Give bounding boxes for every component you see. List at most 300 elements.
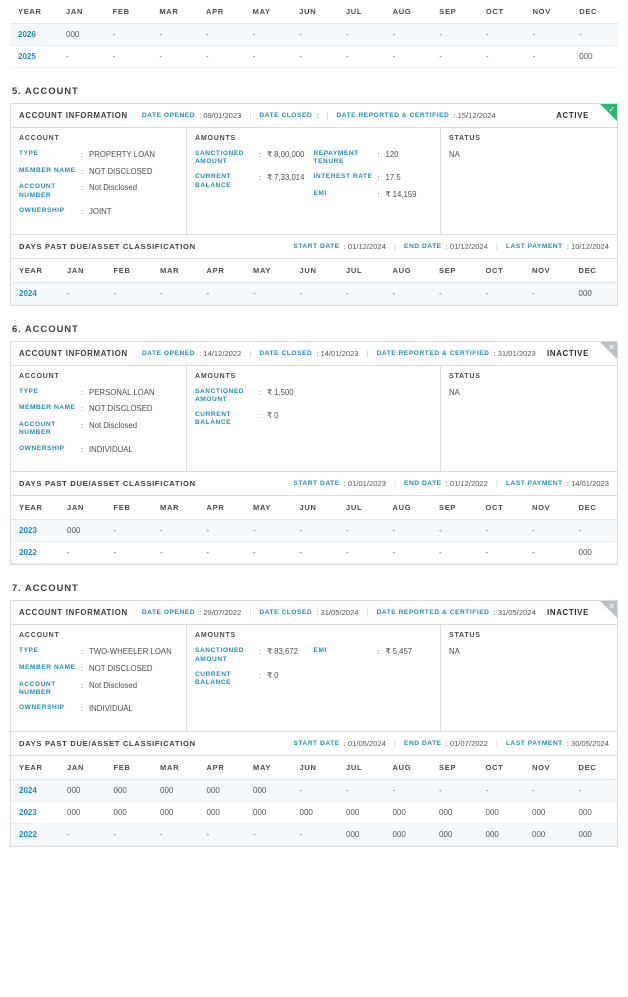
row-year: 2026 [10,24,58,46]
cell: - [151,24,198,46]
sanctioned-amount-value: ₹ 1,500 [267,387,294,397]
member-name-value: NOT DISCLOSED [89,664,153,674]
amounts-right [314,150,433,207]
amounts-grid [195,647,432,694]
interest-rate-row [314,173,427,183]
cell: 000 [524,824,571,846]
cell: - [338,24,385,46]
cell: 000 [292,802,339,824]
cell: - [571,520,618,542]
divider: | [249,348,252,358]
date-closed-value: : 14/01/2023 [316,348,359,358]
cell: - [106,282,153,304]
cell: - [245,24,292,46]
cell: 000 [571,46,618,68]
emi-row [314,647,427,657]
sanctioned-amount-label: SANCTIONED AMOUNT [195,150,245,166]
table-row [11,824,617,846]
col-may: MAY [245,756,292,780]
col-nov: NOV [524,496,571,520]
cell: - [431,46,478,68]
member-name-label: MEMBER NAME [19,664,76,672]
close-icon: ✕ [608,342,615,352]
cell: - [524,282,571,304]
start-date-value: : 01/05/2024 [343,739,386,749]
cell: - [292,520,339,542]
account-number-value: Not Disclosed [89,421,138,431]
date-opened-value: : 09/01/2023 [199,111,242,120]
account-type-row [19,388,178,398]
colon: : [81,166,84,176]
account-number-row [19,183,178,199]
col-jan: JAN [59,756,106,780]
cell: - [292,542,339,564]
colon: : [81,404,84,414]
last-payment-label: LAST PAYMENT [505,242,563,250]
dpd-meta [293,739,609,748]
cell: - [571,780,618,802]
status-column-title: STATUS [449,372,481,380]
account-column [11,128,187,234]
col-jul: JUL [338,259,385,283]
cell: - [291,46,338,68]
col-mar: MAR [152,756,199,780]
col-sep: SEP [431,756,478,780]
cell: - [245,520,292,542]
cell: - [152,282,199,304]
account-number-row [19,421,178,437]
member-name-row [19,404,178,414]
account-card-5 [10,103,618,306]
cell: 000 [58,24,105,46]
ownership-label: OWNERSHIP [19,444,65,452]
cell: - [245,824,292,846]
col-jul: JUL [338,756,385,780]
ownership-row [19,704,178,714]
amounts-grid [195,388,432,435]
member-name-row [19,167,178,177]
divider: | [393,739,396,749]
cell: - [338,46,385,68]
amounts-left [195,388,314,435]
member-name-value: NOT DISCLOSED [89,404,153,414]
dpd-header [11,732,617,756]
col-oct: OCT [478,0,525,24]
cell: - [199,824,246,846]
col-jun: JUN [292,756,339,780]
cell: - [524,542,571,564]
col-jan: JAN [59,496,106,520]
cell: - [524,520,571,542]
cell: - [152,542,199,564]
cell: - [199,520,246,542]
account-column [11,625,187,731]
col-year: YEAR [11,756,59,780]
divider: | [393,241,396,251]
date-reported-label: DATE REPORTED & CERTIFIED [336,112,450,119]
col-aug: AUG [385,259,432,283]
cell: 000 [338,824,385,846]
ownership-row [19,207,178,217]
cell: - [431,542,478,564]
col-jun: JUN [292,259,339,283]
cell: - [524,780,571,802]
date-closed-label: DATE CLOSED [259,349,313,357]
sanctioned-amount-label: SANCTIONED AMOUNT [195,387,245,403]
cell: - [198,46,245,68]
amounts-left [195,647,314,694]
amounts-column [187,128,441,234]
cell: 000 [59,802,106,824]
col-may: MAY [245,0,292,24]
cell: - [338,780,385,802]
end-date-value: : 01/07/2022 [445,739,488,749]
amounts-left [195,150,314,207]
cell: - [105,46,152,68]
col-jul: JUL [338,0,385,24]
col-feb: FEB [106,756,153,780]
status-column [441,625,617,731]
account-card-6 [10,341,618,566]
divider: | [495,479,498,489]
card-title: ACCOUNT INFORMATION [19,608,128,618]
cell: 000 [152,780,199,802]
current-balance-value: ₹ 0 [267,670,279,680]
card-meta [142,349,547,358]
table-row [11,802,617,824]
cell: 000 [431,824,478,846]
ownership-value: INDIVIDUAL [89,444,133,454]
cell: - [291,24,338,46]
cell: - [59,824,106,846]
col-may: MAY [245,259,292,283]
account-type-row [19,647,178,657]
colon: : [377,190,380,200]
member-name-row [19,664,178,674]
cell: - [106,824,153,846]
cell: - [292,282,339,304]
cell: 000 [524,802,571,824]
current-balance-row [195,173,308,189]
current-balance-row [195,671,308,687]
interest-rate-label: INTEREST RATE [313,173,373,181]
divider: | [495,739,498,749]
divider: | [366,608,369,618]
cell: - [385,24,432,46]
status-badge: ACTIVE [556,111,589,120]
start-date-label: START DATE [293,480,340,488]
emi-row [314,190,427,200]
cell: - [431,282,478,304]
account-column-title: ACCOUNT [19,632,60,640]
account-number-value: Not Disclosed [89,183,138,193]
member-name-label: MEMBER NAME [19,404,76,412]
date-reported-value: : 31/05/2024 [493,608,536,618]
dpd-header [11,235,617,259]
amounts-column-title: AMOUNTS [195,632,236,640]
cell: - [199,282,246,304]
sanctioned-amount-value: ₹ 83,672 [267,647,298,657]
cell: 000 [338,802,385,824]
col-aug: AUG [385,756,432,780]
ownership-label: OWNERSHIP [19,704,65,712]
last-payment-value: : 10/12/2024 [566,241,609,251]
colon: : [81,444,84,454]
last-payment-value: : 14/01/2023 [566,479,609,489]
col-jul: JUL [338,496,385,520]
repayment-tenure-value: 120 [385,150,399,159]
cell: - [59,542,106,564]
last-payment-label: LAST PAYMENT [505,740,563,748]
col-nov: NOV [524,756,571,780]
colon: : [81,664,84,674]
divider: | [249,111,252,120]
col-oct: OCT [478,259,525,283]
status-value: NA [449,150,460,159]
cell: - [106,542,153,564]
cell: - [292,780,339,802]
divider: | [249,608,252,618]
cell: 000 [571,802,618,824]
check-icon: ✓ [608,105,615,114]
col-aug: AUG [385,0,432,24]
member-name-label: MEMBER NAME [19,166,76,174]
amounts-column-title: AMOUNTS [195,135,236,142]
status-badge: INACTIVE [547,608,589,618]
cell: - [385,46,432,68]
current-balance-value: ₹ 0 [267,411,279,421]
end-date-value: : 01/12/2024 [445,241,488,251]
col-sep: SEP [431,259,478,283]
current-balance-value: ₹ 7,33,014 [267,173,305,183]
card-body [11,625,617,732]
start-date-label: START DATE [293,740,340,748]
status-value: NA [449,387,460,397]
status-column-title: STATUS [449,632,481,640]
cell: - [59,282,106,304]
date-reported-label: DATE REPORTED & CERTIFIED [376,609,490,617]
colon: : [259,647,262,657]
card-body [11,128,617,235]
type-label: TYPE [19,387,39,395]
cell: - [106,520,153,542]
col-dec: DEC [571,756,618,780]
card-header [11,601,617,625]
cell: - [571,24,618,46]
dpd-meta [293,242,609,251]
account-column [11,366,187,472]
status-column [441,128,617,234]
date-opened-label: DATE OPENED [141,112,196,119]
status-value: NA [449,647,460,657]
start-date-value: : 01/01/2023 [343,479,386,489]
dpd-months-table [11,756,617,846]
table-row [11,542,617,564]
cell: - [478,24,525,46]
colon: : [81,680,84,690]
emi-label: EMI [313,647,327,655]
date-opened-value: : 29/07/2022 [199,608,242,618]
cell: - [525,46,572,68]
row-year: 2025 [10,46,58,68]
cell: 000 [385,802,432,824]
divider: | [326,111,329,120]
col-mar: MAR [152,496,199,520]
col-mar: MAR [151,0,198,24]
col-year: YEAR [10,0,58,24]
status-column [441,366,617,472]
cell: - [431,24,478,46]
card-header [11,104,617,128]
col-feb: FEB [106,259,153,283]
col-nov: NOV [524,259,571,283]
date-opened-label: DATE OPENED [141,349,196,357]
colon: : [81,150,84,159]
col-apr: APR [199,756,246,780]
cell: 000 [199,802,246,824]
sanctioned-amount-row [195,150,308,166]
colon: : [81,647,84,657]
emi-label: EMI [313,190,327,198]
type-label: TYPE [19,150,39,157]
end-date-label: END DATE [404,242,442,250]
table-header-row [11,756,617,780]
repayment-tenure-row [314,150,427,166]
cell: 000 [431,802,478,824]
dpd-meta [293,479,609,488]
cell: - [478,282,525,304]
col-nov: NOV [525,0,572,24]
ownership-value: INDIVIDUAL [89,704,133,714]
col-feb: FEB [105,0,152,24]
cell: - [478,780,525,802]
cell: - [245,46,292,68]
status-column-title: STATUS [449,135,481,142]
card-title: ACCOUNT INFORMATION [19,111,128,120]
colon: : [81,183,84,193]
row-year: 2024 [11,282,59,304]
colon: : [377,173,380,183]
ownership-row [19,445,178,455]
sanctioned-amount-value: ₹ 8,00,000 [267,150,305,159]
col-apr: APR [199,496,246,520]
cell: 000 [245,802,292,824]
cell: 000 [478,802,525,824]
cell: - [198,24,245,46]
dpd-months-table [11,259,617,305]
row-year: 2022 [11,824,59,846]
dpd-months-table [11,496,617,564]
repayment-tenure-label: REPAYMENT TENURE [313,150,359,166]
emi-value: ₹ 14,159 [385,190,417,200]
row-year: 2023 [11,802,59,824]
account-column-title: ACCOUNT [19,372,60,380]
col-aug: AUG [385,496,432,520]
table-row [11,520,617,542]
cell: - [478,46,525,68]
dpd-title: DAYS PAST DUE/ASSET CLASSIFICATION [19,739,196,749]
cell: - [245,282,292,304]
sanctioned-amount-row [195,647,308,663]
table-header-row [11,259,617,283]
account-number-row [19,681,178,697]
table-header-row [11,496,617,520]
last-payment-label: LAST PAYMENT [505,480,563,488]
card-title: ACCOUNT INFORMATION [19,348,128,358]
cell: - [292,824,339,846]
col-sep: SEP [431,0,478,24]
cell: - [58,46,105,68]
cell: - [385,282,432,304]
start-date-label: START DATE [293,242,340,250]
ownership-label: OWNERSHIP [19,206,65,214]
colon: : [377,647,380,657]
colon: : [259,173,262,183]
last-payment-value: : 30/05/2024 [566,739,609,749]
cell: 000 [245,780,292,802]
cell: 000 [106,802,153,824]
divider: | [393,479,396,489]
date-closed-label: DATE CLOSED [259,112,313,119]
amounts-right [314,647,433,694]
colon: : [81,387,84,397]
colon: : [81,704,84,714]
cell: - [152,520,199,542]
current-balance-row [195,411,308,427]
card-body [11,366,617,473]
col-mar: MAR [152,259,199,283]
cell: - [152,824,199,846]
col-dec: DEC [571,496,618,520]
date-opened-label: DATE OPENED [141,609,196,617]
date-closed-label: DATE CLOSED [259,609,313,617]
cell: - [338,282,385,304]
cell: - [105,24,152,46]
colon: : [81,206,84,216]
member-name-value: NOT DISCLOSED [89,166,153,176]
amounts-right [314,388,433,435]
end-date-label: END DATE [404,480,442,488]
cell: - [151,46,198,68]
sanctioned-amount-row [195,388,308,404]
col-oct: OCT [478,756,525,780]
account-number-label: ACCOUNT NUMBER [19,183,56,199]
colon: : [259,387,262,397]
amounts-column [187,625,441,731]
date-reported-label: DATE REPORTED & CERTIFIED [376,349,490,357]
section-title-7: 7. ACCOUNT [12,583,79,595]
table-header-row [10,0,618,24]
card-meta [142,608,547,617]
colon: : [259,411,262,421]
type-value: PROPERTY LOAN [89,150,156,159]
cell: - [199,542,246,564]
end-date-label: END DATE [404,740,442,748]
cell: 000 [385,824,432,846]
table-row [11,780,617,802]
current-balance-label: CURRENT BALANCE [195,411,232,427]
ownership-value: JOINT [89,206,112,216]
colon: : [377,150,380,159]
sanctioned-amount-label: SANCTIONED AMOUNT [195,647,245,663]
cell: - [245,542,292,564]
colon: : [259,150,262,159]
section-title-6: 6. ACCOUNT [12,323,79,335]
row-year: 2023 [11,520,59,542]
type-value: PERSONAL LOAN [89,387,155,397]
account-number-label: ACCOUNT NUMBER [19,421,56,437]
col-may: MAY [245,496,292,520]
